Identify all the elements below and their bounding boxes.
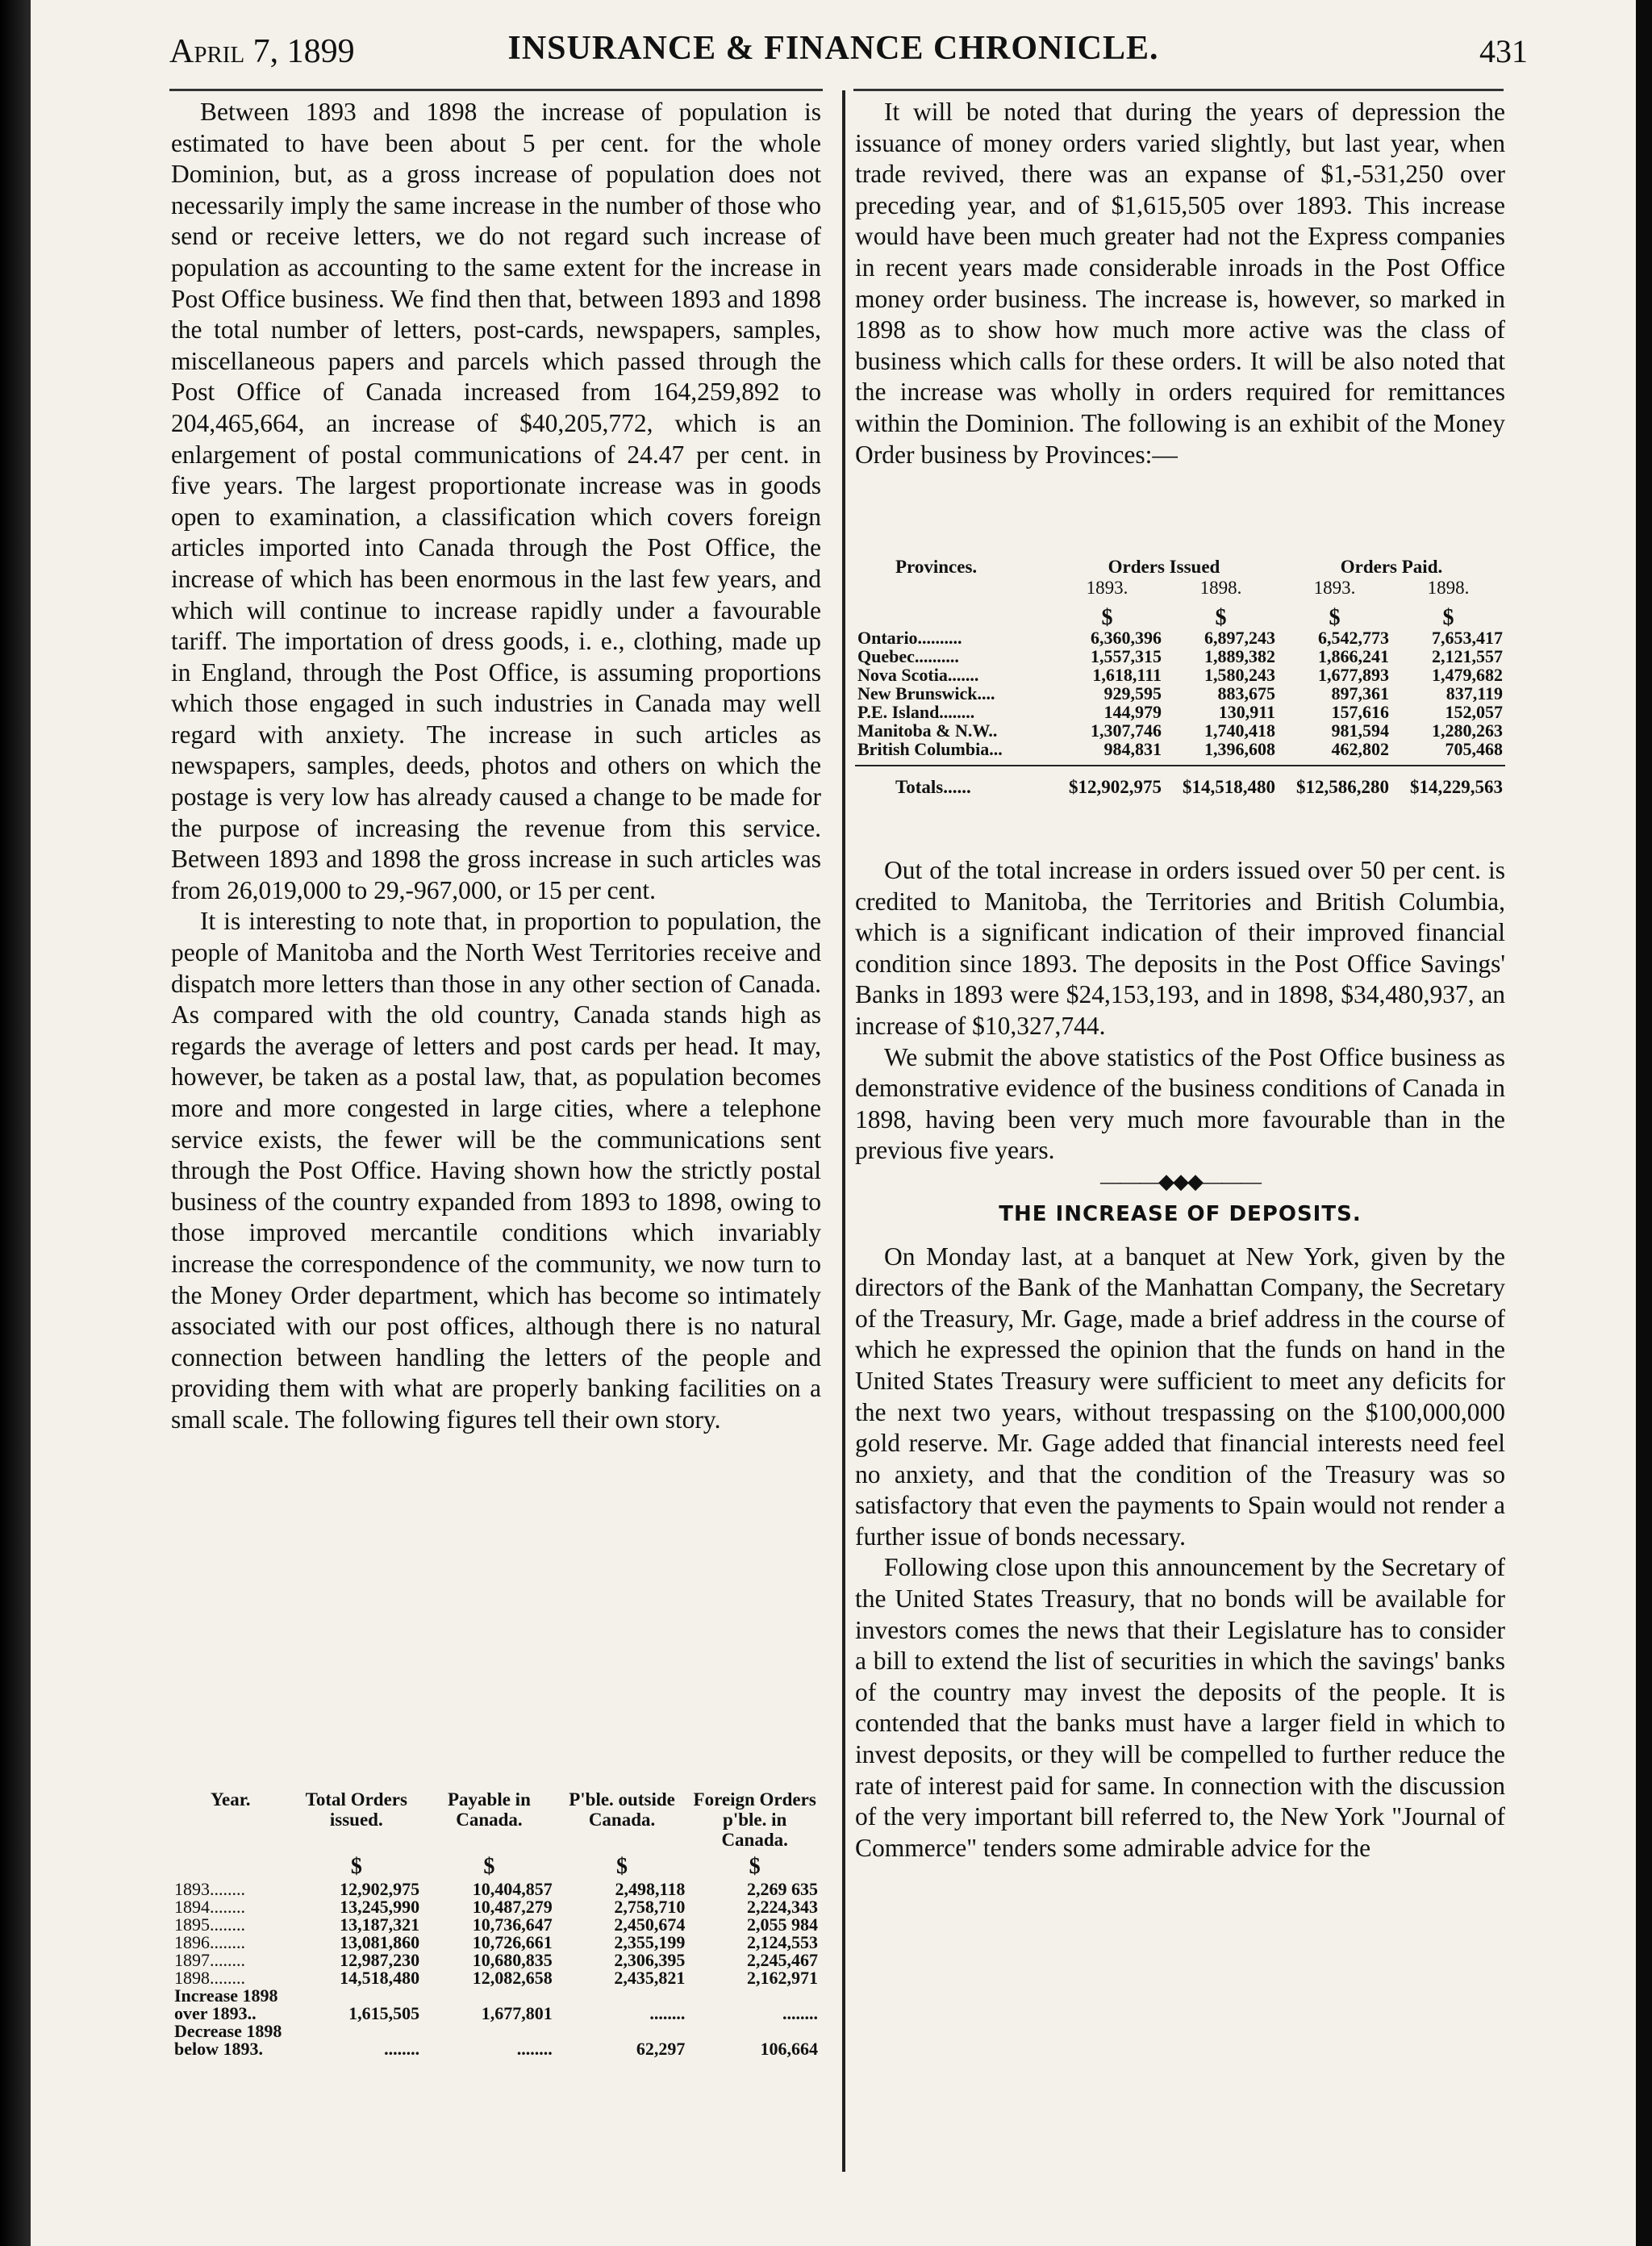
- table-cell: 6,542,773: [1318, 628, 1389, 648]
- table-cell: $14,229,563: [1410, 777, 1503, 797]
- table-cell: 2,450,674: [614, 1914, 686, 1935]
- table-cell: 157,616: [1331, 702, 1389, 722]
- paragraph: It is interesting to note that, in proportion to population, the people of Manitoba and the North West Territories receive and dispatch more letters than those in any other section of Canada. As compared with the old country, Canada stands high as regards the average of letters and post cards per head. It may, however, be taken as a postal law, that, as population becomes more and more congested in large cities, where a telephone service exists, the fewer will be the communications sent through the Post Office. Having shown how the strictly postal business of the country expanded from 1893 to 1898, owing to those improved mercantile conditions which invariably increase the correspondence of the community, we now turn to the Money Order department, which has become so intimately associated with our post offices, although there is no natural connection between handling the letters of the people and providing them with what are properly banking facilities on a small scale. The following figures tell their own story.: [171, 907, 821, 1434]
- table-cell: P.E. Island........: [857, 702, 975, 722]
- table-rule: [855, 758, 1505, 766]
- table-cell: 106,664: [760, 2039, 818, 2059]
- table-cell: 2,355,199: [614, 1932, 686, 1952]
- table-cell: ........: [384, 2039, 420, 2059]
- table-cell: 1,580,243: [1204, 665, 1275, 685]
- table-cell: 7,653,417: [1432, 628, 1503, 648]
- year-header: 1893.: [1313, 578, 1356, 598]
- column-header: Payable in Canada.: [447, 1789, 531, 1830]
- table-cell: 1,677,893: [1318, 665, 1389, 685]
- table-cell: 10,487,279: [472, 1897, 553, 1917]
- paragraph: We submit the above statistics of the Post Office business as demonstrative evidence of the business conditions of Canada in 1898, having been very much more favourable than in the previous five years.: [855, 1042, 1505, 1165]
- table-cell: 144,979: [1103, 702, 1162, 722]
- table-row: [171, 1898, 821, 1916]
- table-cell: 837,119: [1446, 683, 1503, 703]
- table-cell: 1893........: [174, 1879, 245, 1899]
- table-cell: 2,121,557: [1432, 646, 1503, 666]
- table-cell: 2,435,821: [614, 1968, 686, 1988]
- year-header: 1893.: [1086, 578, 1128, 598]
- table-cell: 10,726,661: [472, 1932, 553, 1952]
- table-cell: 6,897,243: [1204, 628, 1275, 648]
- table-cell: 6,360,396: [1091, 628, 1162, 648]
- table-cell: 2,269 635: [747, 1879, 818, 1899]
- table-row: [171, 2023, 821, 2058]
- right-column-continued: [855, 855, 1505, 1864]
- table-cell: 2,124,553: [747, 1932, 818, 1952]
- table-cell: 1,280,263: [1432, 720, 1503, 741]
- table-cell: Totals......: [895, 777, 971, 797]
- table-row: [855, 703, 1505, 721]
- table-cell: 2,306,395: [614, 1950, 686, 1970]
- column-header: Year.: [210, 1789, 251, 1810]
- table-cell: $: [350, 1854, 362, 1879]
- issue-date: April 7, 1899: [169, 33, 355, 70]
- table-cell: 130,911: [1218, 702, 1275, 722]
- table-cell: 984,831: [1103, 739, 1162, 759]
- table-row: [171, 1916, 821, 1934]
- table-cell: $: [483, 1854, 495, 1879]
- table-cell: 1897........: [174, 1950, 245, 1970]
- table-cell: $: [1442, 605, 1454, 630]
- table-cell: 12,987,230: [340, 1950, 420, 1970]
- table-row: [855, 740, 1505, 758]
- table-cell: 1,615,505: [348, 2003, 420, 2023]
- table-cell: 1898........: [174, 1968, 245, 1988]
- table-cell: 929,595: [1103, 683, 1162, 703]
- table-cell: 705,468: [1445, 739, 1503, 759]
- table-cell: Ontario..........: [857, 628, 962, 648]
- column-header: Foreign Orders p'ble. in Canada.: [693, 1789, 816, 1850]
- table-cell: 897,361: [1331, 683, 1389, 703]
- table-cell: $: [616, 1854, 628, 1879]
- table-cell: 13,187,321: [340, 1914, 420, 1935]
- table-cell: 1,396,608: [1204, 739, 1275, 759]
- section-heading: THE INCREASE OF DEPOSITS.: [999, 1201, 1362, 1226]
- table-cell: Increase 1898 over 1893..: [174, 1985, 278, 2023]
- table-row: [855, 684, 1505, 703]
- table-cell: 2,162,971: [747, 1968, 818, 1988]
- currency-row: [855, 599, 1505, 628]
- table-cell: 2,224,343: [747, 1897, 818, 1917]
- table-cell: $14,518,480: [1183, 777, 1275, 797]
- group-header: Orders Paid.: [1340, 557, 1443, 577]
- table-row: [171, 1934, 821, 1952]
- column-divider: [842, 90, 845, 2172]
- table-cell: 462,802: [1331, 739, 1389, 759]
- table-cell: 883,675: [1217, 683, 1275, 703]
- table-row: [171, 1987, 821, 2023]
- table-cell: 1896........: [174, 1932, 245, 1952]
- table-cell: 13,245,990: [340, 1897, 420, 1917]
- table-cell: 1,889,382: [1204, 646, 1275, 666]
- table-cell: New Brunswick....: [857, 683, 995, 703]
- table-cell: 1,557,315: [1091, 646, 1162, 666]
- table-row: [171, 1952, 821, 1969]
- table-cell: ........: [649, 2003, 686, 2023]
- publication-title: INSURANCE & FINANCE CHRONICLE.: [507, 30, 1159, 67]
- table-cell: 1895........: [174, 1914, 245, 1935]
- table-row: [855, 647, 1505, 666]
- table-cell: 2,245,467: [747, 1950, 818, 1970]
- table-cell: 10,680,835: [472, 1950, 553, 1970]
- table-cell: 1,479,682: [1432, 665, 1503, 685]
- page-header: [31, 29, 1636, 74]
- table-cell: $12,902,975: [1069, 777, 1162, 797]
- table-cell: 10,404,857: [472, 1879, 553, 1899]
- money-order-by-year-table: [171, 1789, 821, 2058]
- table-cell: 981,594: [1331, 720, 1389, 741]
- table-cell: 2,758,710: [614, 1897, 686, 1917]
- table-cell: 10,736,647: [472, 1914, 553, 1935]
- year-header: 1898.: [1199, 578, 1242, 598]
- table-cell: $: [1215, 605, 1227, 630]
- column-header: Provinces.: [895, 557, 978, 577]
- paragraph: Out of the total increase in orders issued over 50 per cent. is credited to Manitoba, the Territories and British Columbia, which is a significant indication of their improved financial condition since 1893. The deposits in the Post Office Savings' Banks in 1893 were $24,153,193, and in 1898, $34,480,937, an increase of $10,327,744.: [855, 856, 1505, 1040]
- table-cell: $: [749, 1854, 761, 1879]
- column-header: Total Orders issued.: [305, 1789, 407, 1830]
- currency-row: [171, 1850, 821, 1881]
- newspaper-page: [31, 0, 1636, 2246]
- right-column: [855, 97, 1505, 470]
- table-cell: 1,307,746: [1091, 720, 1162, 741]
- left-column: [171, 97, 821, 1436]
- column-header: P'ble. outside Canada.: [569, 1789, 675, 1830]
- table-cell: Manitoba & N.W..: [857, 720, 998, 741]
- book-spine-shadow: [0, 0, 31, 2246]
- money-order-by-province-table: [855, 557, 1505, 796]
- table-cell: 14,518,480: [340, 1968, 420, 1988]
- table-cell: 1,677,801: [481, 2003, 553, 2023]
- table-cell: $: [1101, 605, 1113, 630]
- paragraph: Between 1893 and 1898 the increase of population is estimated to have been about 5 per cent. for the whole Dominion, but, as a gross increase of population does not necessarily imply the same increase in the number of those who send or receive letters, we do not regard such increase of population as accounting to the same extent for the increase in Post Office business. We find then that, between 1893 and 1898 the total number of letters, post-cards, newspapers, samples, miscellaneous papers and parcels which passed through the Post Office of Canada increased from 164,259,892 to 204,465,664, an increase of $40,205,772, which is an enlargement of postal communications of 24.47 per cent. in five years. The largest proportionate increase was in goods open to examination, a classification which covers foreign articles imported into Canada through the Post Office, the increase of which has been enormous in the last few years, and which will continue to increase rapidly under a favourable tariff. The importation of dress goods, i. e., clothing, made up in England, through the Post Office, is assuming proportions which those engaged in such industries in Canada may well regard with anxiety. The increase in such articles as newspapers, samples, deeds, photos and others on which the postage is very low has already caused a change to be made for the purpose of increasing the revenue from this service. Between 1893 and 1898 the gross increase in such articles was from 26,019,000 to 29,-967,000, or 15 per cent.: [171, 98, 821, 904]
- table-cell: 62,297: [636, 2039, 686, 2059]
- table-row: [855, 721, 1505, 740]
- table-cell: 1,618,111: [1092, 665, 1162, 685]
- table-cell: British Columbia...: [857, 739, 1003, 759]
- paragraph: It will be noted that during the years of depression the issuance of money orders varied slightly, but last year, when trade revived, there was an expanse of $1,-531,250 over preceding year, and of $1,615,505 over 1893. This increase would have been much greater had not the Express companies in recent years made considerable inroads in the Post Office money order business. The increase is, however, so marked in 1898 as to show how much more active was the class of business which calls for these orders. It will be also noted that the increase was wholly in orders required for remittances within the Dominion. The following is an exhibit of the Money Order business by Provinces:—: [855, 98, 1505, 469]
- table-cell: 12,902,975: [340, 1879, 420, 1899]
- table-row: [855, 628, 1505, 647]
- table-cell: $12,586,280: [1296, 777, 1389, 797]
- table-row: [171, 1969, 821, 1987]
- table-cell: 2,055 984: [747, 1914, 818, 1935]
- table-cell: 12,082,658: [472, 1968, 553, 1988]
- page-number: 431: [1479, 33, 1528, 69]
- group-header: Orders Issued: [1108, 557, 1220, 577]
- table-cell: [171, 1850, 290, 1881]
- table-cell: 13,081,860: [340, 1932, 420, 1952]
- table-row: [855, 666, 1505, 684]
- table-cell: 1,740,418: [1204, 720, 1275, 741]
- table-cell: Decrease 1898 below 1893.: [174, 2021, 282, 2059]
- table-cell: 2,498,118: [615, 1879, 686, 1899]
- table-cell: 1894........: [174, 1897, 245, 1917]
- table-cell: Quebec..........: [857, 646, 959, 666]
- totals-row: [855, 766, 1505, 796]
- table-cell: 152,057: [1445, 702, 1503, 722]
- table-cell: Nova Scotia.......: [857, 665, 979, 685]
- paragraph: On Monday last, at a banquet at New York, given by the directors of the Bank of the Manhattan Company, the Secretary of the Treasury, Mr. Gage, made a brief address in the course of which he expressed the opinion that the funds on hand in the United States Treasury were sufficient to meet any deficits for the next two years, without trespassing on the $100,000,000 gold reserve. Mr. Gage added that financial interests need feel no anxiety, and that the condition of the Treasury was so satisfactory that even the payments to Spain would not render a further issue of bonds necessary.: [855, 1242, 1505, 1551]
- section-ornament: ———◆◆◆———: [1100, 1169, 1260, 1193]
- header-rule-left: [169, 89, 823, 91]
- table-cell: ........: [782, 2003, 818, 2023]
- table-cell: ........: [516, 2039, 553, 2059]
- header-rule-right: [853, 89, 1504, 91]
- paragraph: Following close upon this announcement by the Secretary of the United States Treasury, that no bonds will be available for investors comes the news that their Legislature has to consider a bill to extend the list of securities in which the savings' banks of the country may invest the deposits of the people. It is contended that the banks must have a larger field in which to invest deposits, or they will be compelled to further reduce the rate of interest paid for same. In connection with the discussion of the very important bill referred to, the New York "Journal of Commerce" tenders some admirable advice for the: [855, 1553, 1505, 1862]
- table-row: [171, 1881, 821, 1898]
- table-cell: 1,866,241: [1318, 646, 1389, 666]
- year-header: 1898.: [1427, 578, 1470, 598]
- table-cell: $: [1329, 605, 1341, 630]
